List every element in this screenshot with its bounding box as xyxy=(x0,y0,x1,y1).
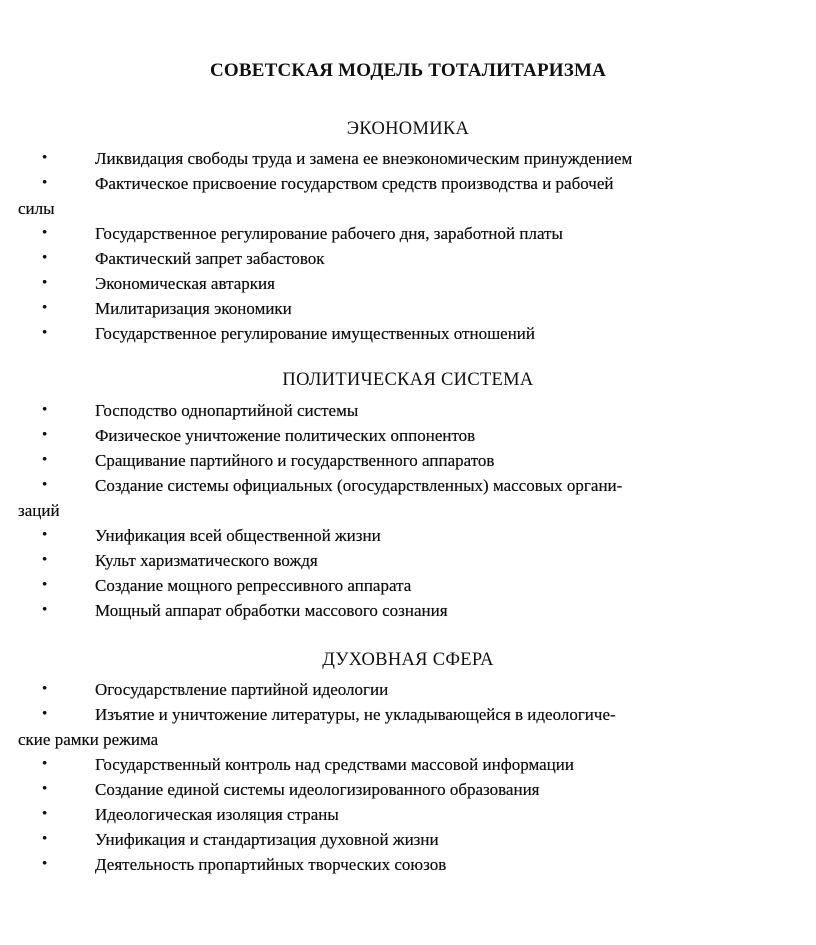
list-item-text: Создание системы официальных (огосударствленных) массовых органи- xyxy=(95,476,623,495)
bullet-icon: • xyxy=(42,275,48,291)
list-item-text: Создание единой системы идеологизированного образования xyxy=(95,780,540,799)
bullet-icon: • xyxy=(42,856,48,872)
list-item xyxy=(0,852,816,877)
bullet-icon: • xyxy=(42,300,48,316)
bullet-icon: • xyxy=(42,452,48,468)
list-item-text: Милитаризация экономики xyxy=(95,299,292,318)
bullet-icon: • xyxy=(42,225,48,241)
economy-list xyxy=(0,146,816,346)
list-item xyxy=(0,473,816,523)
list-item xyxy=(0,246,816,271)
section-heading-economy: ЭКОНОМИКА xyxy=(346,119,470,139)
bullet-icon: • xyxy=(42,706,48,722)
political-system-list xyxy=(0,398,816,623)
list-item xyxy=(0,702,816,752)
list-item xyxy=(0,398,816,423)
document-title: СОВЕТСКАЯ МОДЕЛЬ ТОТАЛИТАРИЗМА xyxy=(209,60,607,81)
list-item-text: Государственный контроль над средствами массовой информации xyxy=(95,755,574,774)
list-item xyxy=(0,171,816,221)
list-item xyxy=(0,296,816,321)
list-item xyxy=(0,677,816,702)
list-item-text: Огосударствление партийной идеологии xyxy=(95,680,389,699)
bullet-icon: • xyxy=(42,681,48,697)
list-item-text: Государственное регулирование рабочего дня, заработной платы xyxy=(95,224,563,243)
list-item-text: Фактический запрет забастовок xyxy=(95,249,325,268)
list-item-text: Культ харизматического вождя xyxy=(95,551,318,570)
list-item xyxy=(0,146,816,171)
list-item xyxy=(0,573,816,598)
section-heading-spiritual-sphere: ДУХОВНАЯ СФЕРА xyxy=(322,650,494,670)
list-item-text: Сращивание партийного и государственного аппаратов xyxy=(95,451,495,470)
bullet-icon: • xyxy=(42,602,48,618)
list-item-text: Идеологическая изоляция страны xyxy=(95,805,339,824)
list-item-text: Унификация всей общественной жизни xyxy=(95,526,381,545)
list-item xyxy=(0,777,816,802)
bullet-icon: • xyxy=(42,477,48,493)
list-item xyxy=(0,752,816,777)
list-item-text: Фактическое присвоение государством средств производства и рабочей xyxy=(95,174,614,193)
list-item-text: Ликвидация свободы труда и замена ее внеэкономическим принуждением xyxy=(95,149,633,168)
bullet-icon: • xyxy=(42,552,48,568)
list-item-text: Мощный аппарат обработки массового сознания xyxy=(95,601,448,620)
bullet-icon: • xyxy=(42,427,48,443)
section-heading-political-system: ПОЛИТИЧЕСКАЯ СИСТЕМА xyxy=(282,370,534,390)
list-item-continuation: ские рамки режима xyxy=(18,730,159,749)
bullet-icon: • xyxy=(42,756,48,772)
list-item-text: Унификация и стандартизация духовной жизни xyxy=(95,830,439,849)
spiritual-sphere-list xyxy=(0,677,816,877)
list-item-text: Создание мощного репрессивного аппарата xyxy=(95,576,412,595)
bullet-icon: • xyxy=(42,150,48,166)
list-item-text: Деятельность пропартийных творческих союзов xyxy=(95,855,447,874)
list-item-text: Изъятие и уничтожение литературы, не укладывающейся в идеологиче- xyxy=(95,705,616,724)
list-item-text: Физическое уничтожение политических оппонентов xyxy=(95,426,476,445)
bullet-icon: • xyxy=(42,831,48,847)
list-item-text: Господство однопартийной системы xyxy=(95,401,359,420)
bullet-icon: • xyxy=(42,577,48,593)
list-item xyxy=(0,598,816,623)
list-item xyxy=(0,523,816,548)
list-item xyxy=(0,448,816,473)
list-item xyxy=(0,423,816,448)
list-item xyxy=(0,827,816,852)
list-item xyxy=(0,321,816,346)
list-item-text: Государственное регулирование имущественных отношений xyxy=(95,324,535,343)
bullet-icon: • xyxy=(42,806,48,822)
list-item xyxy=(0,802,816,827)
list-item xyxy=(0,221,816,246)
bullet-icon: • xyxy=(42,175,48,191)
list-item-text: Экономическая автаркия xyxy=(95,274,275,293)
list-item xyxy=(0,271,816,296)
list-item-continuation: силы xyxy=(18,199,55,218)
bullet-icon: • xyxy=(42,781,48,797)
bullet-icon: • xyxy=(42,402,48,418)
list-item xyxy=(0,548,816,573)
bullet-icon: • xyxy=(42,325,48,341)
bullet-icon: • xyxy=(42,527,48,543)
list-item-continuation: заций xyxy=(18,501,60,520)
bullet-icon: • xyxy=(42,250,48,266)
